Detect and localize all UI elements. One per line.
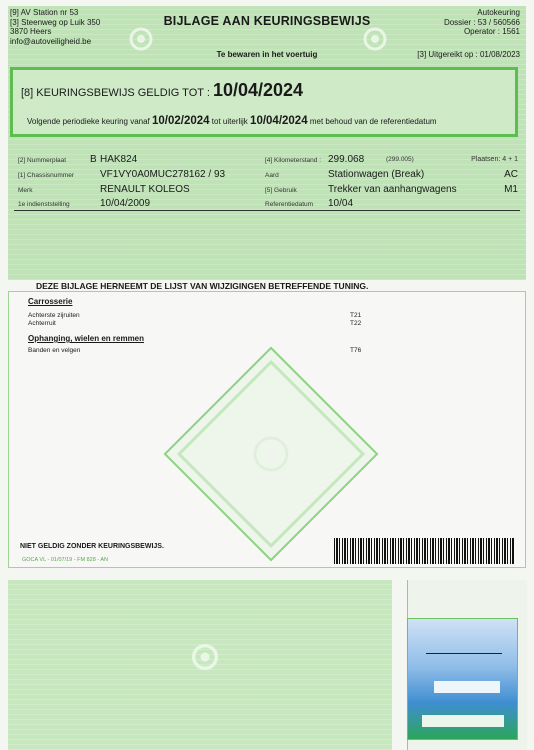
use-value: Trekker van aanhangwagens bbox=[328, 184, 457, 195]
plate-prefix: B bbox=[90, 154, 97, 165]
chassis-label: [1] Chassisnummer bbox=[18, 172, 74, 179]
issued-date: [3] Uitgereikt op : 01/08/2023 bbox=[417, 50, 520, 59]
divider bbox=[14, 210, 520, 211]
page-title: BIJLAGE AAN KEURINGSBEWIJS bbox=[163, 14, 371, 28]
first-registration-value: 10/04/2009 bbox=[100, 198, 151, 209]
next-inspection-from: 10/02/2024 bbox=[152, 115, 210, 127]
sticker-field bbox=[422, 715, 504, 727]
address-line: [3] Steenweg op Luik 350 bbox=[10, 17, 101, 27]
dossier-line: Operator : 1561 bbox=[463, 27, 520, 36]
validity-line bbox=[21, 80, 303, 101]
barcode bbox=[334, 538, 514, 564]
use-code: M1 bbox=[504, 184, 518, 195]
validity-label: [8] KEURINGSBEWIJS GELDIG TOT : bbox=[21, 87, 210, 99]
address-line: 3870 Heers bbox=[10, 27, 52, 36]
annex-item-code: T22 bbox=[350, 320, 362, 327]
reference-date-value: 10/04 bbox=[328, 198, 354, 209]
type-value: Stationwagen (Break) bbox=[328, 169, 425, 180]
form-code: GOCA VL - 01/07/19 - FM 828 - AN bbox=[22, 557, 108, 563]
plate-label: [2] Nummerplaat bbox=[18, 157, 67, 164]
km-previous: (299.005) bbox=[386, 156, 414, 163]
annex-item-code: T21 bbox=[350, 312, 362, 319]
plate-value: HAK824 bbox=[100, 154, 138, 165]
watermark-diamond-icon bbox=[159, 342, 383, 566]
header-panel bbox=[8, 6, 526, 280]
sticker-line bbox=[426, 653, 502, 654]
brand-value: RENAULT KOLEOS bbox=[100, 184, 190, 195]
address-line: info@autoveiligheid.be bbox=[10, 36, 92, 46]
sticker-field bbox=[434, 681, 500, 693]
km-label: [4] Kilometerstand : bbox=[265, 157, 321, 164]
dossier-line: Dossier : 53 / 560566 bbox=[443, 17, 520, 27]
annex-item-label: Banden en velgen bbox=[28, 347, 81, 354]
annex-item-code: T76 bbox=[350, 347, 362, 354]
chassis-value: VF1VY0A0MUC278162 / 93 bbox=[100, 169, 226, 180]
next-inspection-line bbox=[27, 115, 437, 127]
km-value: 299.068 bbox=[328, 154, 365, 165]
seats: Plaatsen: 4 + 1 bbox=[471, 156, 518, 163]
not-valid-notice: NIET GELDIG ZONDER KEURINGSBEWIJS. bbox=[20, 543, 164, 550]
reference-date-label: Referentiedatum bbox=[265, 201, 314, 208]
next-inspection-to: 10/04/2024 bbox=[250, 115, 308, 127]
type-code: AC bbox=[504, 169, 518, 180]
address-line: [9] AV Station nr 53 bbox=[10, 8, 79, 17]
section-title: Carrosserie bbox=[28, 297, 73, 306]
keep-in-vehicle-note: Te bewaren in het voertuig bbox=[216, 50, 318, 59]
use-label: [5] Gebruik bbox=[265, 187, 297, 194]
dossier-info bbox=[444, 8, 520, 37]
dossier-line: Autokeuring bbox=[477, 8, 520, 17]
annex-panel bbox=[8, 291, 526, 568]
inspection-sticker bbox=[407, 618, 518, 740]
validity-date: 10/04/2024 bbox=[212, 80, 304, 100]
tuning-notice: DEZE BIJLAGE HERNEEMT DE LIJST VAN WIJZIGINGEN BETREFFENDE TUNING. bbox=[36, 281, 369, 291]
next-inspection-mid: tot uiterlijk bbox=[211, 117, 248, 126]
first-registration-label: 1e indienststelling bbox=[18, 201, 70, 208]
brand-label: Merk bbox=[18, 187, 33, 194]
eye-logo-icon bbox=[188, 640, 222, 674]
bottom-tear-off-panel bbox=[8, 580, 392, 750]
type-label: Aard bbox=[265, 172, 279, 179]
next-inspection-suffix: met behoud van de referentiedatum bbox=[309, 117, 437, 126]
annex-item-label: Achterste zijruiten bbox=[28, 312, 80, 319]
annex-item-label: Achterruit bbox=[28, 320, 56, 327]
section-title: Ophanging, wielen en remmen bbox=[28, 334, 145, 343]
validity-box bbox=[10, 67, 518, 137]
next-inspection-prefix: Volgende periodieke keuring vanaf bbox=[27, 117, 150, 126]
